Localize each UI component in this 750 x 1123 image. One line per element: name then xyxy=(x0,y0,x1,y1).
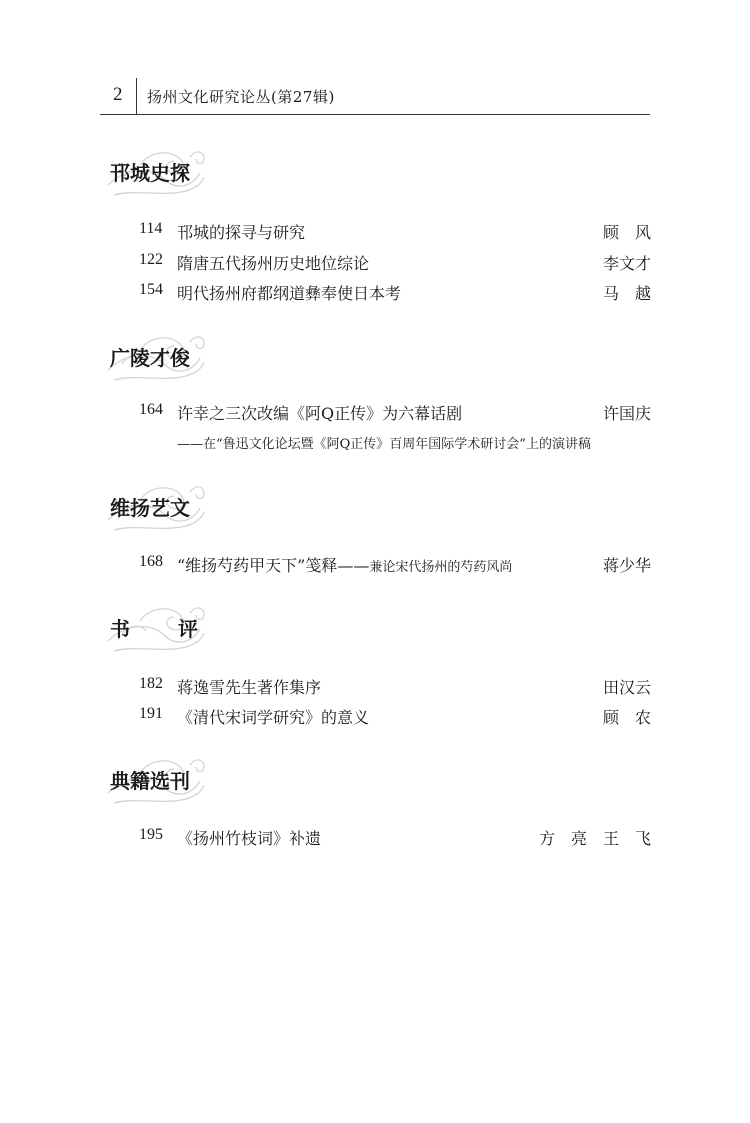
entry-title: 邗城的探寻与研究 xyxy=(177,223,306,242)
entry-page: 164 xyxy=(139,401,163,418)
section-title: 典籍选刊 xyxy=(110,769,190,793)
entry-title: 《清代宋词学研究》的意义 xyxy=(177,708,370,727)
toc-entry[interactable] xyxy=(139,826,651,848)
section-heading xyxy=(108,342,228,402)
entry-subtitle: ——在“鲁迅文化论坛暨《阿Q正传》百周年国际学术研讨会”上的演讲稿 xyxy=(177,437,591,452)
toc-entry[interactable] xyxy=(139,553,651,575)
entry-author: 李文才 xyxy=(602,254,651,273)
entry-title: 明代扬州府都纲道彝奉使日本考 xyxy=(177,284,402,303)
toc-entry[interactable] xyxy=(139,251,651,273)
entry-title: 《扬州竹枝词》补遗 xyxy=(177,829,322,848)
book-title: 扬州文化研究论丛(第27辑) xyxy=(147,88,335,106)
page-number: 2 xyxy=(113,84,123,105)
section-title: 邗城史探 xyxy=(110,161,190,185)
running-header xyxy=(100,78,650,114)
entry-author: 蒋少华 xyxy=(602,556,651,575)
entry-page: 195 xyxy=(139,826,163,843)
entry-author: 许国庆 xyxy=(602,404,651,423)
entry-title: 隋唐五代扬州历史地位综论 xyxy=(177,254,370,273)
toc-entry[interactable] xyxy=(139,220,651,242)
entry-page: 182 xyxy=(139,675,163,692)
entry-page: 114 xyxy=(139,220,163,237)
section-heading xyxy=(108,492,228,552)
entry-title: 蒋逸雪先生著作集序 xyxy=(177,678,322,697)
toc-entry[interactable] xyxy=(139,401,651,423)
section-heading xyxy=(108,765,228,825)
entry-title-sub: 兼论宋代扬州的芍药风尚 xyxy=(369,560,513,575)
entry-author: 顾 农 xyxy=(602,708,651,727)
section-title: 维扬艺文 xyxy=(110,496,190,520)
entry-title-wrap xyxy=(177,553,512,576)
entry-page: 168 xyxy=(139,553,163,570)
section-heading xyxy=(108,157,228,217)
section-title: 书 评 xyxy=(110,617,212,641)
entry-page: 191 xyxy=(139,705,163,722)
section-heading xyxy=(108,613,228,673)
entry-author: 顾 风 xyxy=(602,223,651,242)
entry-title: “维扬芍药甲天下”笺释—— xyxy=(177,556,370,575)
section-title: 广陵才俊 xyxy=(110,346,190,370)
toc-entry[interactable] xyxy=(139,675,651,697)
toc-entry[interactable] xyxy=(139,281,651,303)
entry-author: 马 越 xyxy=(602,284,651,303)
entry-title: 许幸之三次改编《阿Q正传》为六幕话剧 xyxy=(177,404,463,423)
toc-entry[interactable] xyxy=(139,705,651,727)
entry-author: 田汉云 xyxy=(602,678,651,697)
entry-page: 122 xyxy=(139,251,163,268)
header-divider xyxy=(136,78,137,114)
header-rule xyxy=(100,114,650,115)
entry-author: 方 亮 王 飞 xyxy=(538,829,651,848)
entry-page: 154 xyxy=(139,281,163,298)
